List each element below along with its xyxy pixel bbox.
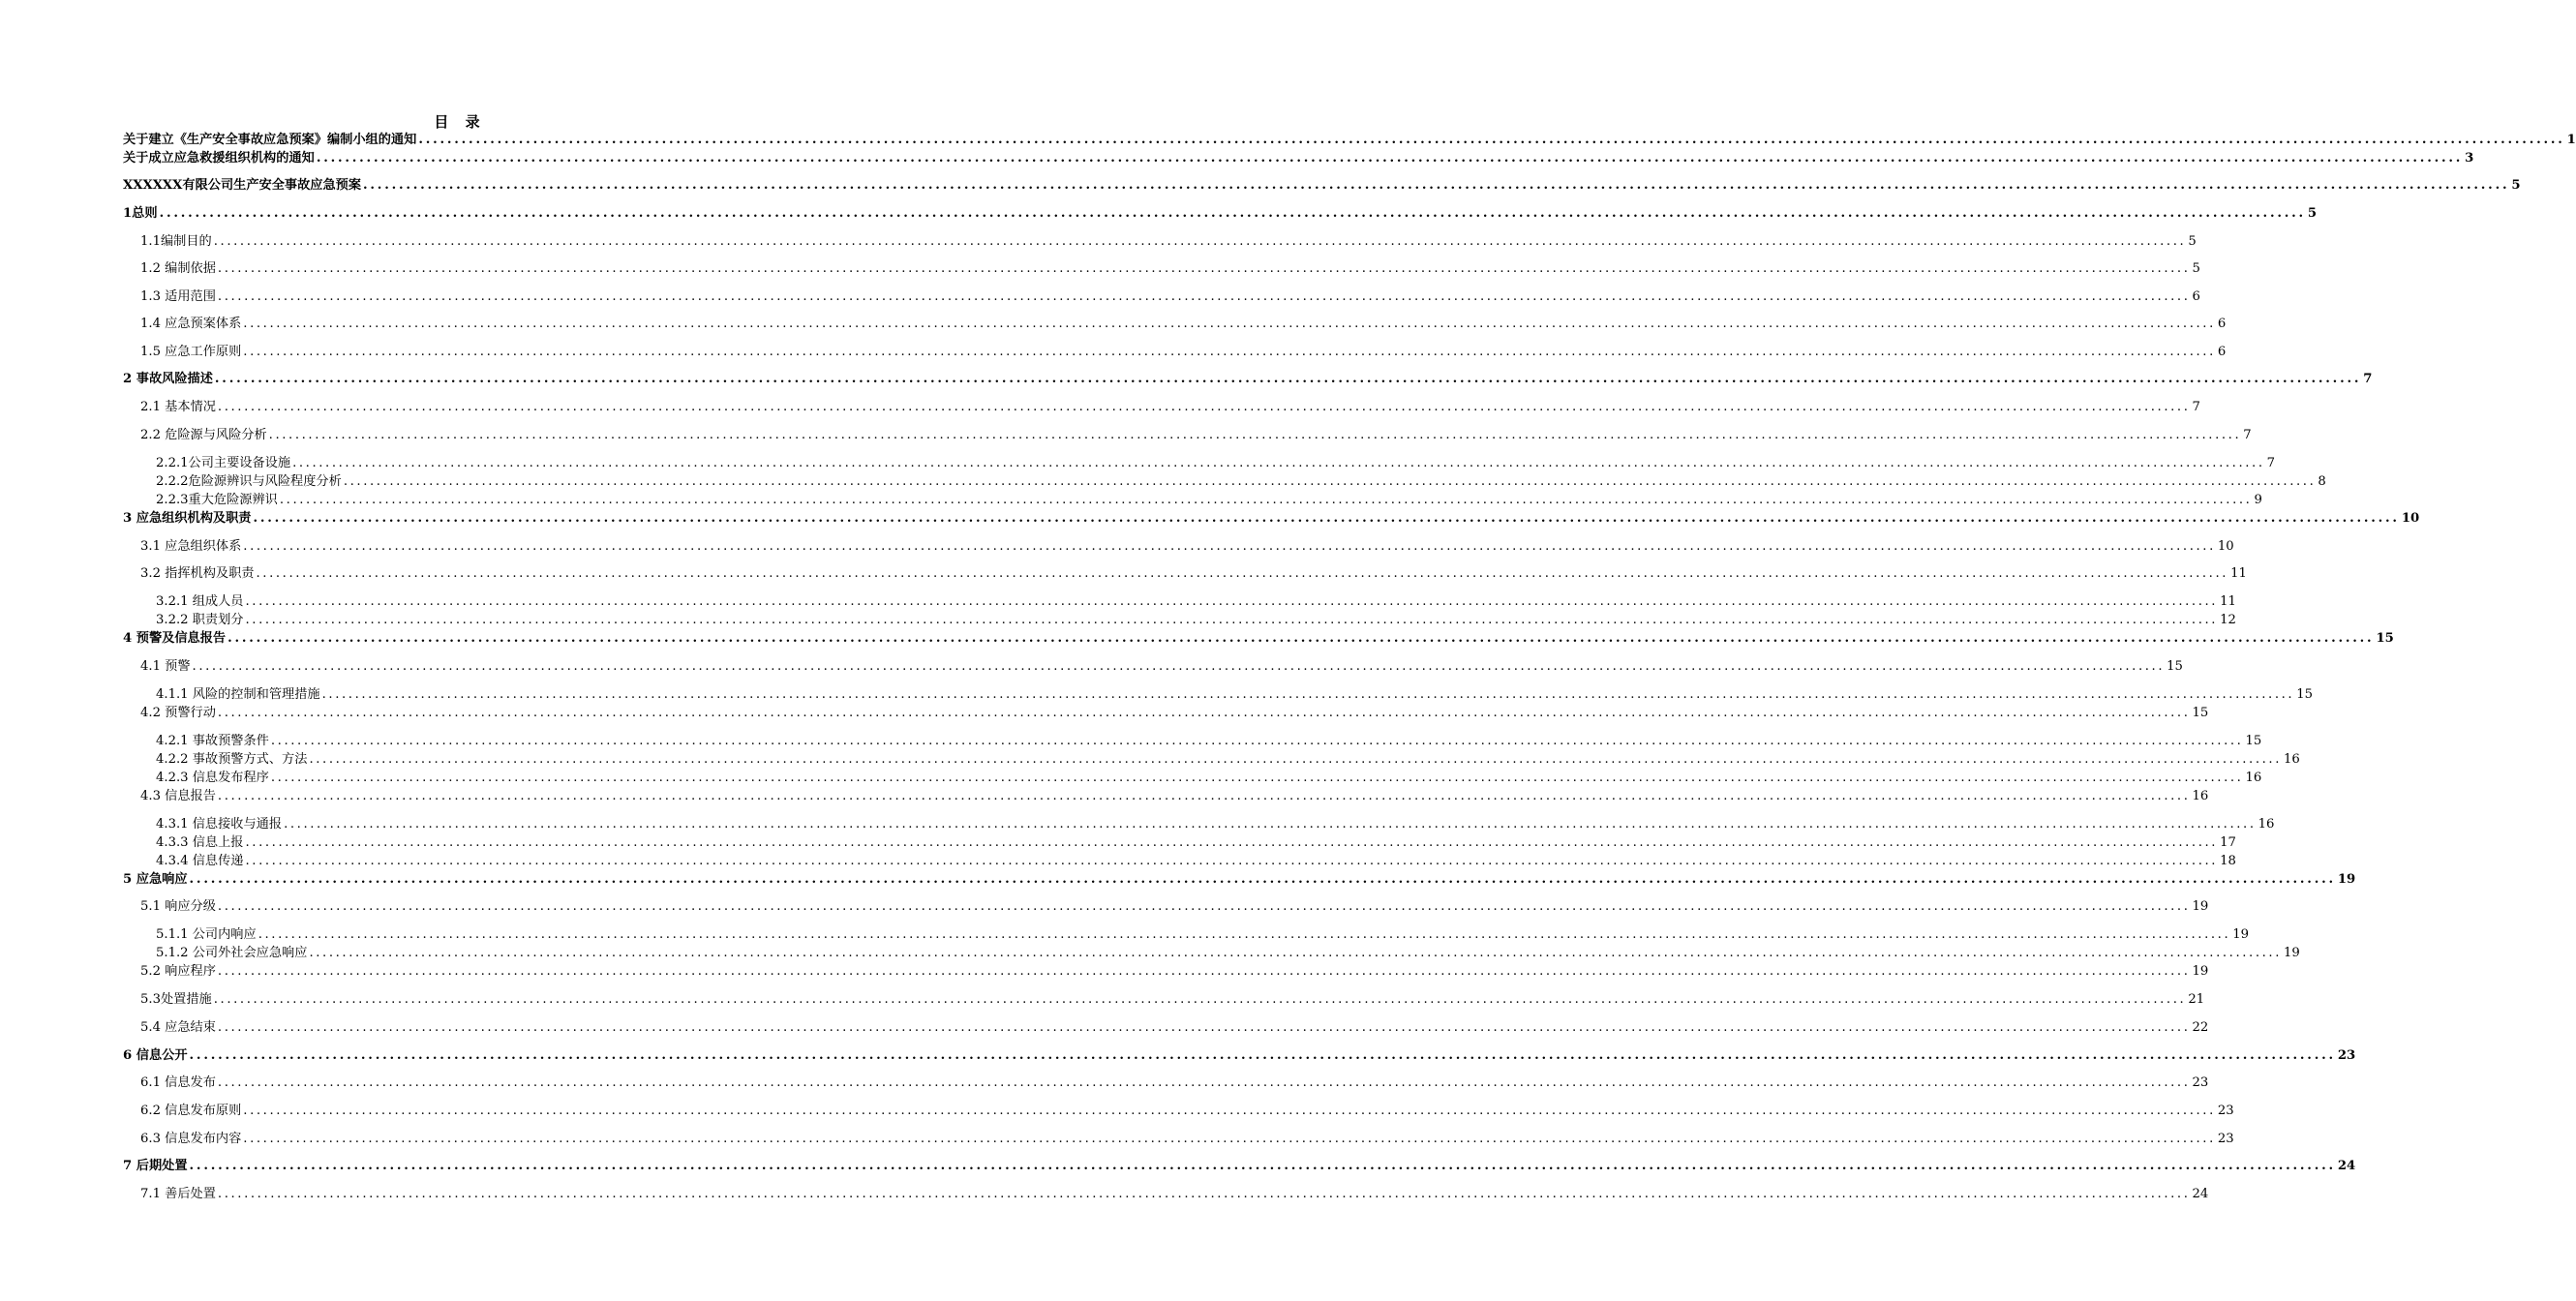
toc-entry-page-number: 21 xyxy=(2188,992,2205,1007)
toc-entry-title: 4.3.3 信息上报 xyxy=(156,835,244,850)
toc-entry-title: 2.2 危险源与风险分析 xyxy=(140,428,267,442)
toc-entry-page-number: 23 xyxy=(2337,1048,2356,1063)
toc-entry-page-number: 17 xyxy=(2220,835,2236,850)
toc-leader-dots: ............................................................................................................................................................................................................................................................................................................ xyxy=(309,946,2283,960)
toc-entry-page-number: 23 xyxy=(2192,1075,2209,1090)
toc-entry-title: 5.2 响应程序 xyxy=(140,964,216,979)
toc-entry-title: 1.1编制目的 xyxy=(140,234,212,249)
toc-leader-dots: ............................................................................................................................................................................................................................................................................................................ xyxy=(217,789,2191,803)
toc-entry[interactable] xyxy=(140,427,2252,444)
toc-entry[interactable] xyxy=(156,853,2236,870)
toc-entry-page-number: 15 xyxy=(2245,734,2262,748)
toc-leader-dots: ............................................................................................................................................................................................................................................................................................................ xyxy=(245,594,2219,609)
toc-leader-dots: ............................................................................................................................................................................................................................................................................................................ xyxy=(213,234,2187,249)
toc-entry-title: 4.3.1 信息接收与通报 xyxy=(156,817,283,832)
toc-entry-title: 5.1.2 公司外社会应急响应 xyxy=(156,946,308,960)
toc-entry-page-number: 7 xyxy=(2243,428,2252,442)
toc-entry[interactable] xyxy=(156,733,2262,750)
toc-entry-page-number: 12 xyxy=(2220,613,2236,627)
toc-entry-title: 7 后期处置 xyxy=(123,1159,188,1173)
toc-leader-dots: ............................................................................................................................................................................................................................................................................................................ xyxy=(270,771,2244,785)
toc-entry-page-number: 8 xyxy=(2318,474,2326,489)
toc-entry[interactable] xyxy=(156,593,2236,611)
toc-entry-title: 3 应急组织机构及职责 xyxy=(123,511,252,526)
toc-entry[interactable] xyxy=(156,751,2300,769)
toc-entry-page-number: 10 xyxy=(2217,539,2234,554)
toc-leader-dots: ............................................................................................................................................................................................................................................................................................................ xyxy=(316,151,2464,166)
toc-leader-dots: ............................................................................................................................................................................................................................................................................................................ xyxy=(159,206,2306,221)
toc-entry-title: 6.2 信息发布原则 xyxy=(140,1104,242,1118)
toc-entry[interactable] xyxy=(140,705,2209,722)
toc-entry[interactable] xyxy=(156,834,2236,852)
toc-entry[interactable] xyxy=(156,816,2275,833)
toc-entry[interactable] xyxy=(123,205,2318,223)
toc-entry-title: 4 预警及信息报告 xyxy=(123,631,227,646)
toc-entry-title: 6.1 信息发布 xyxy=(140,1075,216,1090)
toc-entry-title: 2.2.2危险源辨识与风险程度分析 xyxy=(156,474,342,489)
toc-entry-page-number: 16 xyxy=(2258,817,2275,832)
toc-entry[interactable] xyxy=(123,371,2373,388)
toc-entry-page-number: 19 xyxy=(2192,899,2209,914)
toc-entry-title: 2.1 基本情况 xyxy=(140,400,216,414)
toc-entry-page-number: 11 xyxy=(2220,594,2236,609)
toc-entry-page-number: 7 xyxy=(2192,400,2200,414)
toc-entry-title: 6 信息公开 xyxy=(123,1048,188,1063)
toc-entry-page-number: 16 xyxy=(2192,789,2209,803)
toc-entry[interactable] xyxy=(123,510,2420,528)
toc-entry-page-number: 6 xyxy=(2217,317,2227,331)
toc-leader-dots: ............................................................................................................................................................................................................................................................................................................ xyxy=(258,927,2231,942)
toc-title: 目 录 xyxy=(434,113,486,131)
toc-entry[interactable] xyxy=(140,658,2183,676)
toc-leader-dots: ............................................................................................................................................................................................................................................................................................................ xyxy=(214,372,2362,386)
toc-entry-page-number: 24 xyxy=(2337,1159,2356,1173)
toc-entry[interactable] xyxy=(123,1158,2356,1175)
toc-entry[interactable] xyxy=(156,945,2300,962)
toc-leader-dots: ............................................................................................................................................................................................................................................................................................................ xyxy=(243,345,2216,359)
toc-entry-page-number: 1 xyxy=(2566,133,2576,147)
toc-leader-dots: ............................................................................................................................................................................................................................................................................................................ xyxy=(343,474,2317,489)
toc-leader-dots: ............................................................................................................................................................................................................................................................................................................ xyxy=(217,1187,2191,1201)
toc-leader-dots: ............................................................................................................................................................................................................................................................................................................ xyxy=(217,1020,2191,1035)
toc-leader-dots: ............................................................................................................................................................................................................................................................................................................ xyxy=(245,835,2219,850)
toc-entry[interactable] xyxy=(123,871,2356,889)
toc-entry-title: 2.2.3重大危险源辨识 xyxy=(156,493,278,507)
toc-entry[interactable] xyxy=(140,288,2200,306)
toc-entry-page-number: 23 xyxy=(2217,1132,2234,1146)
toc-entry[interactable] xyxy=(156,770,2262,787)
toc-entry-title: 3.1 应急组织体系 xyxy=(140,539,242,554)
toc-entry-page-number: 19 xyxy=(2284,946,2300,960)
toc-leader-dots: ............................................................................................................................................................................................................................................................................................................ xyxy=(217,261,2191,276)
toc-entry-title: 4.1.1 风险的控制和管理措施 xyxy=(156,687,320,702)
toc-entry-title: 7.1 善后处置 xyxy=(140,1187,216,1201)
toc-entry-title: 4.2.2 事故预警方式、方法 xyxy=(156,752,308,767)
toc-entry-page-number: 15 xyxy=(2192,706,2209,720)
toc-entry-title: 5.4 应急结束 xyxy=(140,1020,216,1035)
toc-entry-page-number: 24 xyxy=(2192,1187,2209,1201)
toc-entry[interactable] xyxy=(140,399,2200,416)
toc-entry-page-number: 6 xyxy=(2217,345,2227,359)
toc-entry[interactable] xyxy=(140,1103,2234,1120)
toc-entry-title: 1.3 适用范围 xyxy=(140,289,216,304)
toc-entry-page-number: 16 xyxy=(2284,752,2300,767)
toc-leader-dots: ............................................................................................................................................................................................................................................................................................................ xyxy=(189,1159,2336,1173)
toc-entry-page-number: 10 xyxy=(2401,511,2420,526)
toc-entry[interactable] xyxy=(156,686,2313,704)
toc-entry-page-number: 7 xyxy=(2266,456,2276,470)
toc-entry-page-number: 15 xyxy=(2296,687,2313,702)
toc-leader-dots: ............................................................................................................................................................................................................................................................................................................ xyxy=(217,1075,2191,1090)
toc-entry-page-number: 19 xyxy=(2337,872,2356,887)
toc-entry-page-number: 5 xyxy=(2192,261,2200,276)
toc-entry[interactable] xyxy=(140,788,2209,805)
toc-entry-title: 1.4 应急预案体系 xyxy=(140,317,242,331)
toc-leader-dots: ............................................................................................................................................................................................................................................................................................................ xyxy=(217,289,2191,304)
toc-entry[interactable] xyxy=(156,492,2262,509)
toc-entry[interactable] xyxy=(156,926,2250,944)
toc-entry-title: 3.2.1 组成人员 xyxy=(156,594,244,609)
toc-entry-page-number: 9 xyxy=(2254,493,2262,507)
toc-leader-dots: ............................................................................................................................................................................................................................................................................................................ xyxy=(189,1048,2336,1063)
toc-leader-dots: ............................................................................................................................................................................................................................................................................................................ xyxy=(227,631,2375,646)
toc-entry-page-number: 19 xyxy=(2192,964,2209,979)
toc-entry[interactable] xyxy=(123,630,2394,648)
toc-leader-dots: ............................................................................................................................................................................................................................................................................................................ xyxy=(270,734,2244,748)
toc-entry-title: 6.3 信息发布内容 xyxy=(140,1132,242,1146)
toc-entry[interactable] xyxy=(140,1019,2209,1037)
toc-entry-title: 1.2 编制依据 xyxy=(140,261,216,276)
toc-entry[interactable] xyxy=(156,473,2326,491)
toc-entry[interactable] xyxy=(140,233,2197,251)
toc-entry[interactable] xyxy=(123,132,2576,149)
toc-entry[interactable] xyxy=(140,260,2200,278)
toc-entry[interactable] xyxy=(123,177,2521,195)
toc-entry-page-number: 5 xyxy=(2188,234,2197,249)
toc-entry[interactable] xyxy=(140,565,2247,583)
toc-entry[interactable] xyxy=(140,538,2234,556)
toc-leader-dots: ............................................................................................................................................................................................................................................................................................................ xyxy=(217,964,2191,979)
toc-entry-title: XXXXXX有限公司生产安全事故应急预案 xyxy=(123,178,362,193)
toc-leader-dots: ............................................................................................................................................................................................................................................................................................................ xyxy=(309,752,2283,767)
toc-leader-dots: ............................................................................................................................................................................................................................................................................................................ xyxy=(245,613,2219,627)
toc-entry[interactable] xyxy=(140,963,2209,981)
toc-entry-title: 4.2.1 事故预警条件 xyxy=(156,734,269,748)
toc-entry-title: 3.2 指挥机构及职责 xyxy=(140,566,255,581)
toc-entry-page-number: 5 xyxy=(2511,178,2521,193)
toc-leader-dots: ............................................................................................................................................................................................................................................................................................................ xyxy=(213,992,2187,1007)
toc-entry[interactable] xyxy=(140,898,2209,916)
toc-leader-dots: ............................................................................................................................................................................................................................................................................................................ xyxy=(268,428,2242,442)
toc-leader-dots: ............................................................................................................................................................................................................................................................................................................ xyxy=(217,899,2191,914)
toc-leader-dots: ............................................................................................................................................................................................................................................................................................................ xyxy=(284,817,2257,832)
toc-leader-dots: ............................................................................................................................................................................................................................................................................................................ xyxy=(253,511,2400,526)
toc-entry[interactable] xyxy=(140,1186,2209,1203)
toc-leader-dots: ............................................................................................................................................................................................................................................................................................................ xyxy=(243,1132,2216,1146)
toc-leader-dots: ............................................................................................................................................................................................................................................................................................................ xyxy=(243,539,2216,554)
toc-entry[interactable] xyxy=(123,150,2474,167)
toc-entry-title: 4.1 预警 xyxy=(140,659,191,674)
toc-entry-title: 5 应急响应 xyxy=(123,872,188,887)
toc-entry-title: 3.2.2 职责划分 xyxy=(156,613,244,627)
toc-entry-title: 4.2.3 信息发布程序 xyxy=(156,771,269,785)
toc-entry-page-number: 5 xyxy=(2307,206,2318,221)
toc-entry-title: 5.1 响应分级 xyxy=(140,899,216,914)
toc-leader-dots: ............................................................................................................................................................................................................................................................................................................ xyxy=(217,706,2191,720)
toc-entry-page-number: 19 xyxy=(2232,927,2250,942)
toc-leader-dots: ............................................................................................................................................................................................................................................................................................................ xyxy=(245,854,2219,868)
toc-entry[interactable] xyxy=(140,1131,2234,1148)
toc-leader-dots: ............................................................................................................................................................................................................................................................................................................ xyxy=(256,566,2229,581)
toc-entry-page-number: 16 xyxy=(2245,771,2262,785)
toc-entry-title: 2 事故风险描述 xyxy=(123,372,213,386)
toc-entry-page-number: 15 xyxy=(2376,631,2394,646)
toc-entry-title: 4.3.4 信息传递 xyxy=(156,854,244,868)
toc-entry[interactable] xyxy=(140,1074,2209,1092)
toc-entry-page-number: 23 xyxy=(2217,1104,2234,1118)
toc-entry[interactable] xyxy=(140,344,2227,361)
toc-entry-page-number: 6 xyxy=(2192,289,2200,304)
toc-entry-title: 1.5 应急工作原则 xyxy=(140,345,242,359)
toc-entry[interactable] xyxy=(156,612,2236,629)
toc-leader-dots: ............................................................................................................................................................................................................................................................................................................ xyxy=(321,687,2295,702)
toc-entry-page-number: 15 xyxy=(2167,659,2183,674)
toc-leader-dots: ............................................................................................................................................................................................................................................................................................................ xyxy=(192,659,2166,674)
toc-leader-dots: ............................................................................................................................................................................................................................................................................................................ xyxy=(418,133,2565,147)
toc-leader-dots: ............................................................................................................................................................................................................................................................................................................ xyxy=(217,400,2191,414)
toc-entry-title: 关于建立《生产安全事故应急预案》编制小组的通知 xyxy=(123,133,417,147)
toc-entry[interactable] xyxy=(156,455,2276,472)
toc-leader-dots: ............................................................................................................................................................................................................................................................................................................ xyxy=(279,493,2253,507)
toc-entry-title: 1总则 xyxy=(123,206,158,221)
toc-leader-dots: ............................................................................................................................................................................................................................................................................................................ xyxy=(243,317,2216,331)
toc-entry-page-number: 22 xyxy=(2192,1020,2209,1035)
toc-entry-page-number: 3 xyxy=(2465,151,2474,166)
toc-entry[interactable] xyxy=(123,1047,2356,1065)
toc-entry-page-number: 7 xyxy=(2363,372,2373,386)
toc-leader-dots: ............................................................................................................................................................................................................................................................................................................ xyxy=(363,178,2510,193)
toc-leader-dots: ............................................................................................................................................................................................................................................................................................................ xyxy=(292,456,2265,470)
toc-entry-title: 关于成立应急救援组织机构的通知 xyxy=(123,151,315,166)
toc-entry-title: 4.3 信息报告 xyxy=(140,789,216,803)
toc-entry-title: 5.1.1 公司内响应 xyxy=(156,927,257,942)
toc-entry-page-number: 11 xyxy=(2230,566,2247,581)
toc-leader-dots: ............................................................................................................................................................................................................................................................................................................ xyxy=(189,872,2336,887)
toc-entry-title: 4.2 预警行动 xyxy=(140,706,216,720)
toc-entry[interactable] xyxy=(140,316,2227,333)
toc-entry[interactable] xyxy=(140,991,2205,1009)
toc-entry-title: 2.2.1公司主要设备设施 xyxy=(156,456,291,470)
toc-entry-title: 5.3处置措施 xyxy=(140,992,212,1007)
toc-leader-dots: ............................................................................................................................................................................................................................................................................................................ xyxy=(243,1104,2216,1118)
toc-entry-page-number: 18 xyxy=(2220,854,2236,868)
